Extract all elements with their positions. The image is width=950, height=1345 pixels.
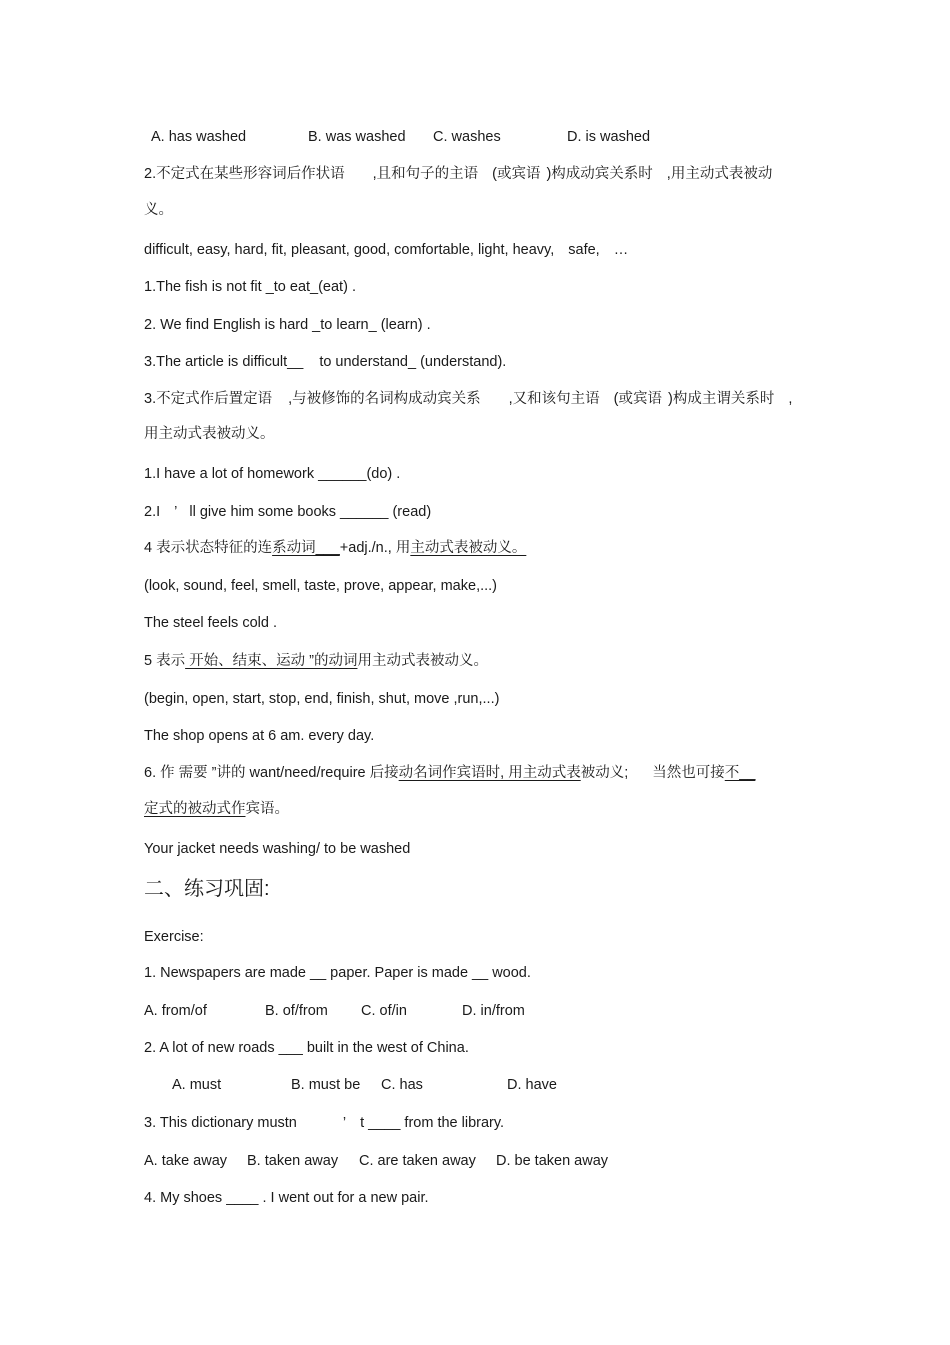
question-3-option-c: C. are taken away	[359, 1153, 476, 1169]
rule-5	[144, 651, 488, 671]
example-part: ll give him some books ______ (read)	[189, 504, 432, 520]
rule-5-part: 用主动式表被动义。	[357, 653, 488, 669]
question-3-part: t ____ from the library.	[360, 1115, 505, 1131]
rule-3-line-2: 用主动式表被动义。	[144, 426, 275, 442]
option-d: D. is washed	[567, 129, 651, 145]
example-part: ’	[174, 504, 178, 520]
question-2-option-d: D. have	[507, 1077, 557, 1093]
exercise-label: Exercise:	[144, 929, 204, 945]
example-part: to understand_ (understand).	[319, 354, 507, 370]
rule-4-part: +adj./n., 用	[339, 540, 411, 556]
rule-4-part: 4 表示状态特征的连	[144, 540, 273, 556]
question-3-option-a: A. take away	[144, 1153, 228, 1169]
question-2-option-b: B. must be	[291, 1077, 361, 1093]
rule-6-underlined: 动名词作宾语时, 用主动式表	[398, 765, 581, 781]
rule-4-underlined: 系动词___	[272, 540, 340, 556]
rule-3-part: ,与被修饰的名词构成动宾关系	[288, 391, 481, 407]
example-sentence	[144, 352, 506, 372]
question-1-option-d: D. in/from	[462, 1003, 525, 1019]
example-sentence: Your jacket needs washing/ to be washed	[144, 841, 411, 857]
example-sentence: 2. We find English is hard _to learn_ (learn) .	[144, 317, 431, 333]
question-1-option-b: B. of/from	[265, 1003, 328, 1019]
rule-6-part: 被动义;	[580, 765, 629, 781]
option-b: B. was washed	[308, 129, 406, 145]
option-c: C. washes	[433, 129, 501, 145]
rule-2-part: ,用主动式表被动	[666, 166, 773, 182]
example-part: 3.The article is difficult__	[144, 354, 304, 370]
adjective-list	[144, 240, 628, 260]
rule-6-underlined: 不__	[724, 765, 756, 781]
rule-2-line-2: 义。	[144, 202, 173, 218]
rule-6-underlined: 定式的被动式作	[144, 801, 246, 817]
verb-list: (look, sound, feel, smell, taste, prove, appear, make,...)	[144, 578, 498, 594]
example-part: 2.I	[144, 504, 161, 520]
section-title: 二、练习巩固:	[144, 878, 270, 900]
rule-4-underlined: 主动式表被动义。	[410, 540, 527, 556]
question-3-option-d: D. be taken away	[496, 1153, 609, 1169]
rule-3-part: (或宾语	[613, 391, 662, 407]
rule-2-part: )构成动宾关系时	[546, 166, 653, 182]
rule-3-part: ,	[788, 391, 793, 407]
question-2-option-a: A. must	[172, 1077, 222, 1093]
rule-3-line-1	[144, 389, 792, 409]
question-1-option-a: A. from/of	[144, 1003, 207, 1019]
example-sentence: The shop opens at 6 am. every day.	[144, 728, 375, 744]
example-sentence: The steel feels cold .	[144, 615, 277, 631]
question-2: 2. A lot of new roads ___ built in the west of China.	[144, 1040, 469, 1056]
rule-3-part: )构成主谓关系时	[668, 391, 775, 407]
rule-6-part: 当然也可接	[652, 765, 725, 781]
example-sentence	[144, 502, 431, 522]
rule-2-part: 2.不定式在某些形容词后作状语	[144, 166, 345, 182]
question-3-option-b: B. taken away	[247, 1153, 339, 1169]
rule-5-underlined: 开始、结束、运动 ”的动词	[185, 653, 358, 669]
rule-2-part: (或宾语	[492, 166, 541, 182]
rule-6-part: 6. 作 需要 ”讲的 want/need/require 后接	[144, 765, 399, 781]
adjective-list-part: …	[613, 242, 629, 258]
rule-6-part: 宾语。	[245, 801, 289, 817]
rule-2-line-1	[144, 164, 772, 184]
rule-4	[144, 538, 526, 558]
rule-2-part: ,且和句子的主语	[372, 166, 479, 182]
rule-5-part: 5 表示	[144, 653, 186, 669]
rule-6-line-2	[144, 799, 289, 819]
rule-6-line-1	[144, 763, 755, 783]
example-sentence: 1.The fish is not fit _to eat_(eat) .	[144, 279, 356, 295]
rule-3-part: 3.不定式作后置定语	[144, 391, 273, 407]
question-3	[144, 1113, 504, 1133]
rule-3-part: ,又和该句主语	[508, 391, 600, 407]
question-3-part: 3. This dictionary mustn	[144, 1115, 297, 1131]
verb-list: (begin, open, start, stop, end, finish, shut, move ,run,...)	[144, 691, 500, 707]
question-1: 1. Newspapers are made __ paper. Paper is made __ wood.	[144, 965, 531, 981]
example-sentence: 1.I have a lot of homework ______(do) .	[144, 466, 401, 482]
adjective-list-part: difficult, easy, hard, fit, pleasant, good, comfortable, light, heavy,	[144, 242, 555, 258]
adjective-list-part: safe,	[568, 242, 600, 258]
question-4: 4. My shoes ____ . I went out for a new pair.	[144, 1190, 429, 1206]
option-a: A. has washed	[151, 129, 247, 145]
question-2-option-c: C. has	[381, 1077, 423, 1093]
question-1-option-c: C. of/in	[361, 1003, 407, 1019]
question-3-part: ’	[342, 1115, 347, 1131]
